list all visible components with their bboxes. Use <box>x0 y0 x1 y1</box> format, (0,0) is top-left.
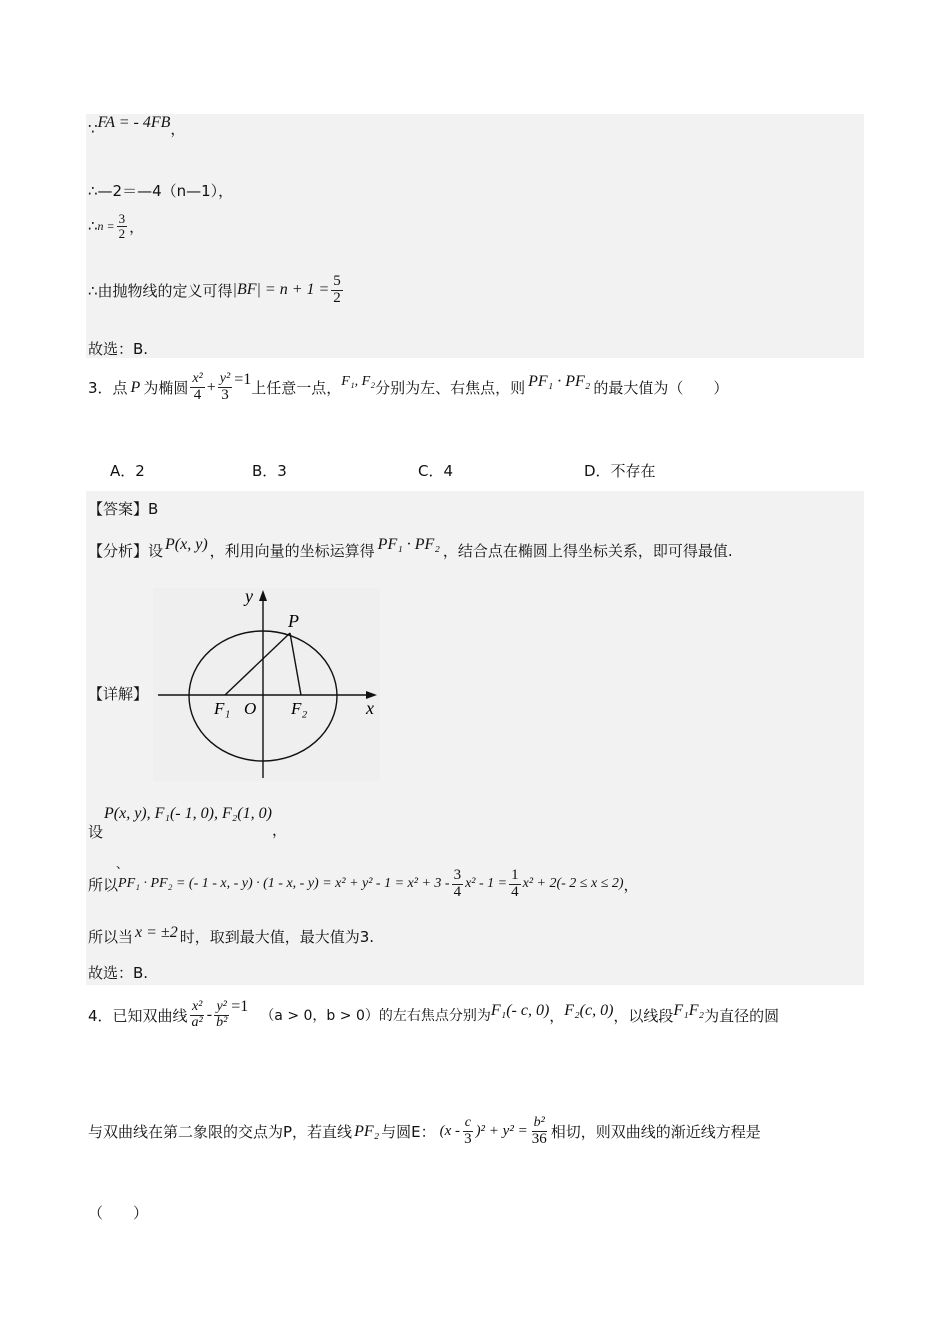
stray-mark: 、 <box>116 857 129 871</box>
circle-fraction-c-3: $\frac{c}{3}$ <box>464 1115 472 1147</box>
ellipse-diagram-svg <box>153 588 380 781</box>
q3-conclusion: 所以当 x = ±2 时，取到最大值，最大值为3. <box>88 923 375 946</box>
q2-line-4: ∴由抛物线的定义可得 |BF| = n + 1 = $\frac{5}{2}$ <box>88 273 341 306</box>
label-p: P <box>288 611 299 631</box>
q2-line-3: ∴ n = $\frac{3}{2}$ ， <box>88 211 145 241</box>
q3-let-suffix: ， <box>272 821 288 839</box>
q3-answer: 【答案】B <box>88 500 159 518</box>
q4-stem-line-1: 4．已知双曲线 $\frac{\text{x²}}{\text{a²}}$ - $\frac{\text{y²}}{\text{b²}}$ =1 （a > 0，b > 0）的左右焦点分别为 F₁(- c, 0) ， F₂(c, 0) ，以线段 F₁F₂ 为直径的圆 <box>88 998 780 1030</box>
q3-detail-label: 【详解】 <box>88 685 149 703</box>
label-y: y <box>245 588 253 606</box>
q2-line-2: ∴—2＝—4（n—1）， <box>88 182 234 200</box>
q2-line-1: ∵ FA = - 4FB ， <box>88 113 186 138</box>
q3-analysis: 【分析】设 P(x, y) ，利用向量的坐标运算得 PF₁ · PF₂ ，结合点在椭圆上得坐标关系，即可得最值. <box>88 535 733 560</box>
segment-pf1 <box>225 633 290 695</box>
vector-equation: FA = - 4FB <box>97 113 171 131</box>
option-a[interactable]: A．2 <box>110 462 145 480</box>
label-f1: F₁ <box>214 699 231 718</box>
q3-derivation: 所以 PF₁ · PF₂ = (- 1 - x, - y) · (1 - x, - y) = x² + y² - 1 = x² + 3 - $\frac{3}{4}$ x² - 1 = $\frac{1}{4}$ x² + 2(- 2 ≤ x ≤ 2) ， <box>88 867 639 900</box>
fraction-one-quarter: $\frac{1}{4}$ <box>511 867 519 900</box>
hyperbola-fraction-x: $\frac{\text{x²}}{\text{a²}}$ <box>191 999 203 1030</box>
label-x: x <box>366 698 374 718</box>
fraction-five-halves: $\frac{5}{2}$ <box>333 273 341 306</box>
q4-answer-paren: （ ） <box>88 1204 149 1222</box>
q2-choose: 故选：B. <box>88 340 149 358</box>
fraction-three-quarters: $\frac{3}{4}$ <box>453 867 462 900</box>
ellipse-diagram <box>153 588 380 781</box>
q3-stem: 3．点 P 为椭圆 $\frac{\text{x²}}{4}$ + $\frac{\text{y²}}{3}$ =1 上任意一点， F₁, F₂ 分别为左、右焦点，则 PF₁ · PF₂ 的最大值为（ ） <box>88 370 729 403</box>
q3-let-math: P(x, y), F₁(- 1, 0), F₂(1, 0) <box>104 805 272 822</box>
solution-block-q2 <box>86 114 864 358</box>
q3-choose: 故选：B. <box>88 964 149 982</box>
y-axis-arrow <box>259 590 267 601</box>
option-b[interactable]: B．3 <box>252 462 287 480</box>
ellipse-fraction-x: $\frac{\text{x²}}{4}$ <box>192 371 203 403</box>
circle-fraction-b2-36: $\frac{\text{b²}}{36}$ <box>531 1115 547 1147</box>
ellipse-fraction-y: $\frac{\text{y²}}{3}$ <box>219 371 231 403</box>
q3-let-prefix: 设 <box>88 823 104 841</box>
label-f2: F₂ <box>291 699 308 718</box>
hyperbola-fraction-y: $\frac{\text{y²}}{\text{b²}}$ <box>216 999 228 1030</box>
q4-stem-line-2: 与双曲线在第二象限的交点为P，若直线 PF₂ 与圆E： (x - $\frac{c}{3}$ )² + y² = $\frac{\text{b²}}{36}$ 相切，则双曲线的渐近线方程是 <box>88 1115 761 1147</box>
option-d[interactable]: D．不存在 <box>584 462 656 480</box>
segment-pf2 <box>290 633 301 695</box>
label-o: O <box>244 699 257 718</box>
option-c[interactable]: C．4 <box>418 462 454 480</box>
fraction-three-halves: $\frac{3}{2}$ <box>118 211 126 241</box>
